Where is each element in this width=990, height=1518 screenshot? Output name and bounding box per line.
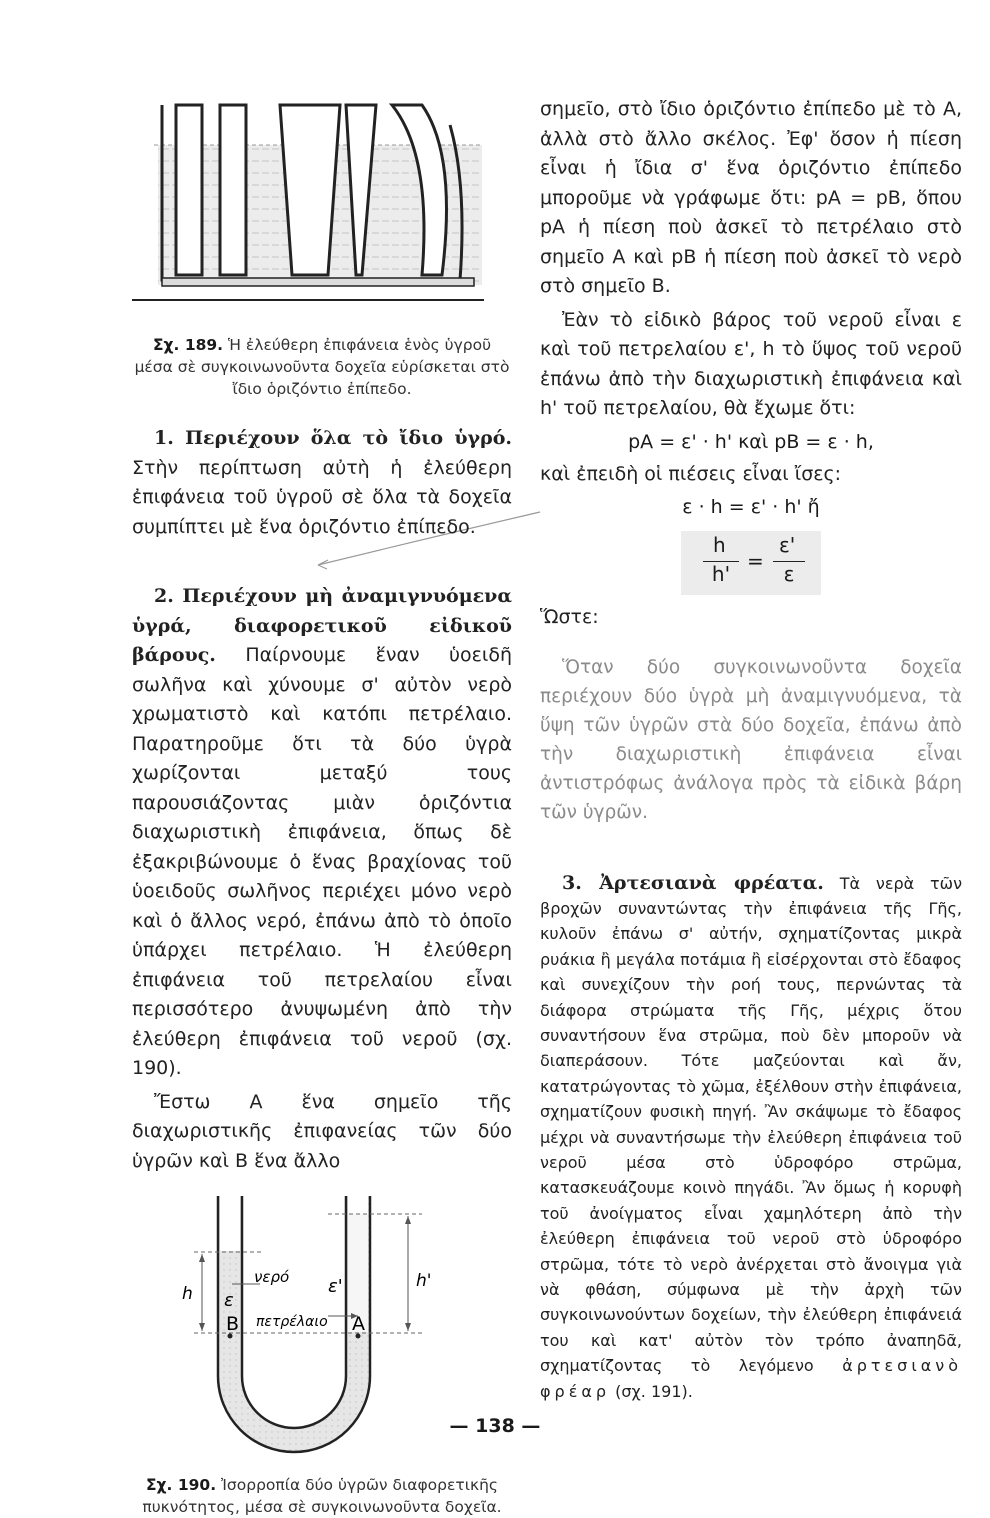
section-3 (540, 871, 962, 1405)
label-b: B (226, 1313, 240, 1335)
frac-numerator-right: ε' (779, 533, 796, 557)
label-epsilon-prime: ε' (328, 1276, 343, 1297)
hoste-label: Ὥστε: (540, 606, 599, 628)
frac-denominator-right: ε (773, 561, 805, 586)
section-2-text: Παίρνουμε ἕναν ὑοειδῆ σωλῆνα καὶ χύνουμε σ' αὐτὸν νερὸ χρωματιστὸ καὶ κατόπι πετρέλαιο. Παρατηροῦμε ὅτι τὰ δύο ὑγρὰ χωρίζονται μεταξύ τους παρουσιάζοντας μιὰν ὁριζόντια διαχωριστικὴ ἐπιφάνεια, ὅπως δὲ ἐξακριβώνουμε ὁ ἕνας βραχίονας τοῦ ὑοειδοῦς σωλῆνος περιέχει μόνο νερὸ καὶ ὁ ἄλλος νερό, ἐπάνω ἀπὸ τὸ ὁποῖο ὑπάρχει πετρέλαιο. Ἡ ἐλεύθερη ἐπιφάνεια τοῦ πετρελαίου εἶναι περισσότερο ἀνυψωμένη ἀπὸ τὴν ἐλεύθερη ἐπιφάνεια τοῦ νεροῦ (σχ. 190). (132, 644, 512, 1079)
label-h: h (182, 1284, 193, 1304)
section-1-heading: 1. Περιέχουν ὅλα τὸ ἴδιο ὑγρό. (154, 427, 512, 449)
frac-equals: = (747, 549, 764, 573)
label-a: A (352, 1313, 365, 1335)
label-water: νερό (254, 1268, 290, 1286)
communicating-vessels-drawing (132, 95, 512, 310)
section-3-heading: 3. Ἀρτεσιανὰ φρέατα. (562, 871, 824, 894)
section-3-term: ἀρτεσιανὸ φρέαρ (540, 1356, 962, 1401)
figure-190-text: Ἰσορροπία δύο ὑγρῶν διαφορετικῆς πυκνότητος, μέσα σὲ συγκοινωνοῦντα δοχεῖα. (142, 1476, 502, 1516)
formula-pressures: pΑ = ε' · h' καὶ pΒ = ε · h, (628, 430, 874, 453)
figure-189-label: Σχ. 189. (152, 336, 224, 354)
page-number: — 138 — (449, 1415, 541, 1437)
section-1-text: Στὴν περίπτωση αὐτὴ ἡ ἐλεύθερη ἐπιφάνεια τοῦ ὑγροῦ σὲ ὅλα τὰ δοχεῖα συμπίπτει μὲ ἕνα ὁριζόντιο ἐπίπεδο. (132, 456, 512, 538)
label-oil: πετρέλαιο (256, 1314, 328, 1330)
figure-189 (132, 95, 512, 310)
section-2-continued: Ἔστω Α ἕνα σημεῖο τῆς διαχωριστικῆς ἐπιφανείας τῶν δύο ὑγρῶν καὶ Β ἕνα ἄλλο (132, 1090, 512, 1172)
paragraph-pressure: σημεῖο, στὸ ἴδιο ὁριζόντιο ἐπίπεδο μὲ τὸ Α, ἀλλὰ στὸ ἄλλο σκέλος. Ἐφ' ὅσον ἡ πίεση εἶναι ἡ ἴδια σ' ἕνα ὁριζόντιο ἐπίπεδο μποροῦμε νὰ γράφωμε ὅτι: pΑ = pΒ, ὅπου pΑ ἡ πίεση ποὺ ἀσκεῖ τὸ πετρέλαιο στὸ σημεῖο Α καὶ pΒ ἡ πίεση ποὺ ἀσκεῖ τὸ νερὸ στὸ σημεῖο Β. (540, 98, 962, 297)
label-epsilon: ε (224, 1290, 234, 1311)
section-2 (132, 582, 512, 1084)
right-column (540, 95, 962, 1404)
section-2-heading: 2. Περιέχουν μὴ ἀναμιγνυόμενα ὑγρά, διαφορετικοῦ εἰδικοῦ βάρους. (132, 585, 512, 666)
fraction-formula (681, 531, 821, 595)
formula-equality: ε · h = ε' · h' ἤ (682, 496, 820, 518)
paragraph-equal-pressures: καὶ ἐπειδὴ οἱ πιέσεις εἶναι ἴσες: (540, 462, 842, 485)
figure-189-text: Ἡ ἐλεύθερη ἐπιφάνεια ἑνὸς ὑγροῦ μέσα σὲ συγκοινωνοῦντα δοχεῖα εὑρίσκεται στὸ ἴδιο ὁριζόντιο ἐπίπεδο. (134, 336, 510, 398)
figure-189-caption (132, 334, 512, 400)
frac-numerator-left: h (713, 533, 726, 557)
label-h-prime: h' (416, 1271, 432, 1291)
section-1 (132, 424, 512, 542)
figure-190-caption (132, 1474, 512, 1518)
paragraph-specific-weight: Ἐὰν τὸ εἰδικὸ βάρος τοῦ νεροῦ εἶναι ε καὶ τοῦ πετρελαίου ε', h τὸ ὕψος τοῦ νεροῦ ἐπάνω ἀπὸ τὴν διαχωριστικὴ ἐπιφάνεια καὶ h' τοῦ πετρελαίου, θὰ ἔχωμε ὅτι: (540, 308, 962, 419)
section-3-text: Τὰ νερὰ τῶν βροχῶν συναντώντας τὴν ἐπιφάνεια τῆς Γῆς, κυλοῦν ἐπάνω σ' αὐτήν, σχηματίζοντας μικρὰ ρυάκια ἢ μεγάλα ποτάμια ἢ εἰσέρχονται στὸ ἔδαφος καὶ συνεχίζουν τὴν ροή τους, περνώντας τὰ διάφορα στρώματα τῆς Γῆς, μέχρις ὅτου συναντήσουν ἕνα στρῶμα, ποὺ δὲν μποροῦν νὰ διαπεράσουν. Τότε μαζεύονται καὶ ἄν, κατατρώγοντας τὸ χῶμα, ἐξέλθουν στὴν ἐπιφάνεια, σχηματίζουν φυσικὴ πηγή. Ἂν σκάψωμε τὸ ἔδαφος μέχρι νὰ συναντήσωμε τὴν ἐλεύθερη ἐπιφάνεια τοῦ νεροῦ μέσα στὸ ὑδροφόρο στρῶμα, κατασκευάζουμε κοινὸ πηγάδι. Ἂν ὅμως ἡ κορυφὴ τοῦ ἀνοίγματος εἶναι χαμηλότερη ἀπὸ τὴν ἐλεύθερη ἐπιφάνεια τοῦ νεροῦ στὸ ὑδροφόρο στρῶμα, τότε τὸ νερὸ ἀνέρχεται στὸ ἄνοιγμα γιὰ νὰ φθάση, σύμφωνα μὲ τὴν ἀρχὴ τῶν συγκοινωνούντων δοχείων, τὴν ἐλεύθερη ἐπιφάνειά του καὶ κατ' αὐτὸν τὸν τρόπο ἀναπηδᾶ, σχηματίζοντας τὸ λεγόμενο (540, 873, 963, 1376)
left-column (132, 95, 512, 1518)
figure-190-label: Σχ. 190. (145, 1476, 217, 1494)
rule-statement: Ὅταν δύο συγκοινωνοῦντα δοχεῖα περιέχουν δύο ὑγρὰ μὴ ἀναμιγνυόμενα, τὰ ὕψη τῶν ὑγρῶν στὰ δύο δοχεῖα, ἐπάνω ἀπὸ τὴν διαχωριστικὴ ἐπιφάνεια εἶναι ἀντιστρόφως ἀνάλογα πρὸς τὰ εἰδικὰ βάρη τῶν ὑγρῶν. (540, 656, 962, 823)
frac-denominator-left: h' (703, 561, 739, 586)
section-3-reference: (σχ. 191). (615, 1381, 693, 1401)
